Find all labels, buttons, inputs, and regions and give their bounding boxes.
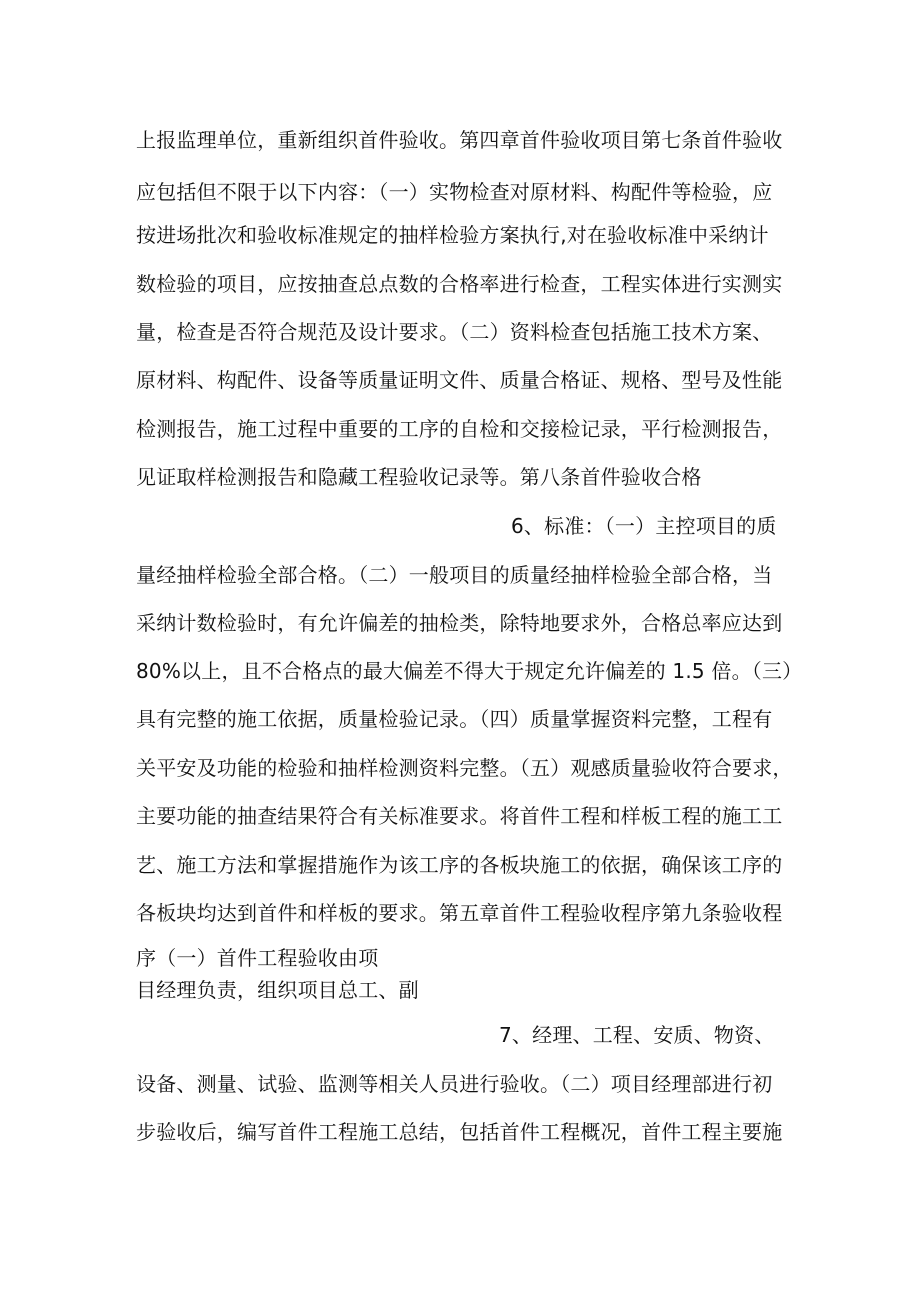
text-line: 步验收后，编写首件工程施工总结，包括首件工程概况，首件工程主要施 [136, 1120, 783, 1144]
text-line: 主要功能的抽查结果符合有关标准要求。将首件工程和样板工程的施工工 [136, 804, 783, 828]
text-line: 目经理负责，组织项目总工、副 [136, 978, 419, 1002]
text-line: 检测报告，施工过程中重要的工序的自检和交接检记录，平行检测报告， [136, 417, 783, 441]
text-line: 数检验的项目，应按抽查总点数的合格率进行检查，工程实体进行实测实 [136, 272, 783, 296]
text-line: 见证取样检测报告和隐藏工程验收记录等。第八条首件验收合格 [136, 465, 702, 489]
text-line: 7、经理、工程、安质、物资、 [499, 1023, 775, 1047]
text-line: 80%以上，且不合格点的最大偏差不得大于规定允许偏差的 1.5 倍。（三） [136, 659, 803, 683]
text-line: 关平安及功能的检验和抽样检测资料完整。（五）观感质量验收符合要求， [136, 756, 793, 780]
text-line: 量，检查是否符合规范及设计要求。（二）资料检查包括施工技术方案、 [136, 320, 773, 344]
text-line: 按进场批次和验收标准规定的抽样检验方案执行,对在验收标准中采纳计 [136, 223, 769, 247]
text-line: 6、标准：（一）主控项目的质 [511, 514, 777, 538]
text-line: 量经抽样检验全部合格。（二）一般项目的质量经抽样检验全部合格，当 [136, 563, 773, 587]
text-line: 具有完整的施工依据，质量检验记录。（四）质量掌握资料完整，工程有 [136, 707, 773, 731]
text-line: 各板块均达到首件和样板的要求。第五章首件工程验收程序第九条验收程 [136, 901, 783, 925]
text-line: 应包括但不限于以下内容：（一）实物检查对原材料、构配件等检验，应 [136, 180, 773, 204]
text-line: 序（一）首件工程验收由项 [136, 946, 379, 970]
text-line: 上报监理单位，重新组织首件验收。第四章首件验收项目第七条首件验收 [136, 128, 783, 152]
text-line: 设备、测量、试验、监测等相关人员进行验收。（二）项目经理部进行初 [136, 1072, 773, 1096]
text-line: 原材料、构配件、设备等质量证明文件、质量合格证、规格、型号及性能 [136, 368, 783, 392]
text-line: 采纳计数检验时，有允许偏差的抽检类，除特地要求外，合格总率应达到 [136, 611, 783, 635]
text-line: 艺、施工方法和掌握措施作为该工序的各板块施工的依据，确保该工序的 [136, 853, 783, 877]
